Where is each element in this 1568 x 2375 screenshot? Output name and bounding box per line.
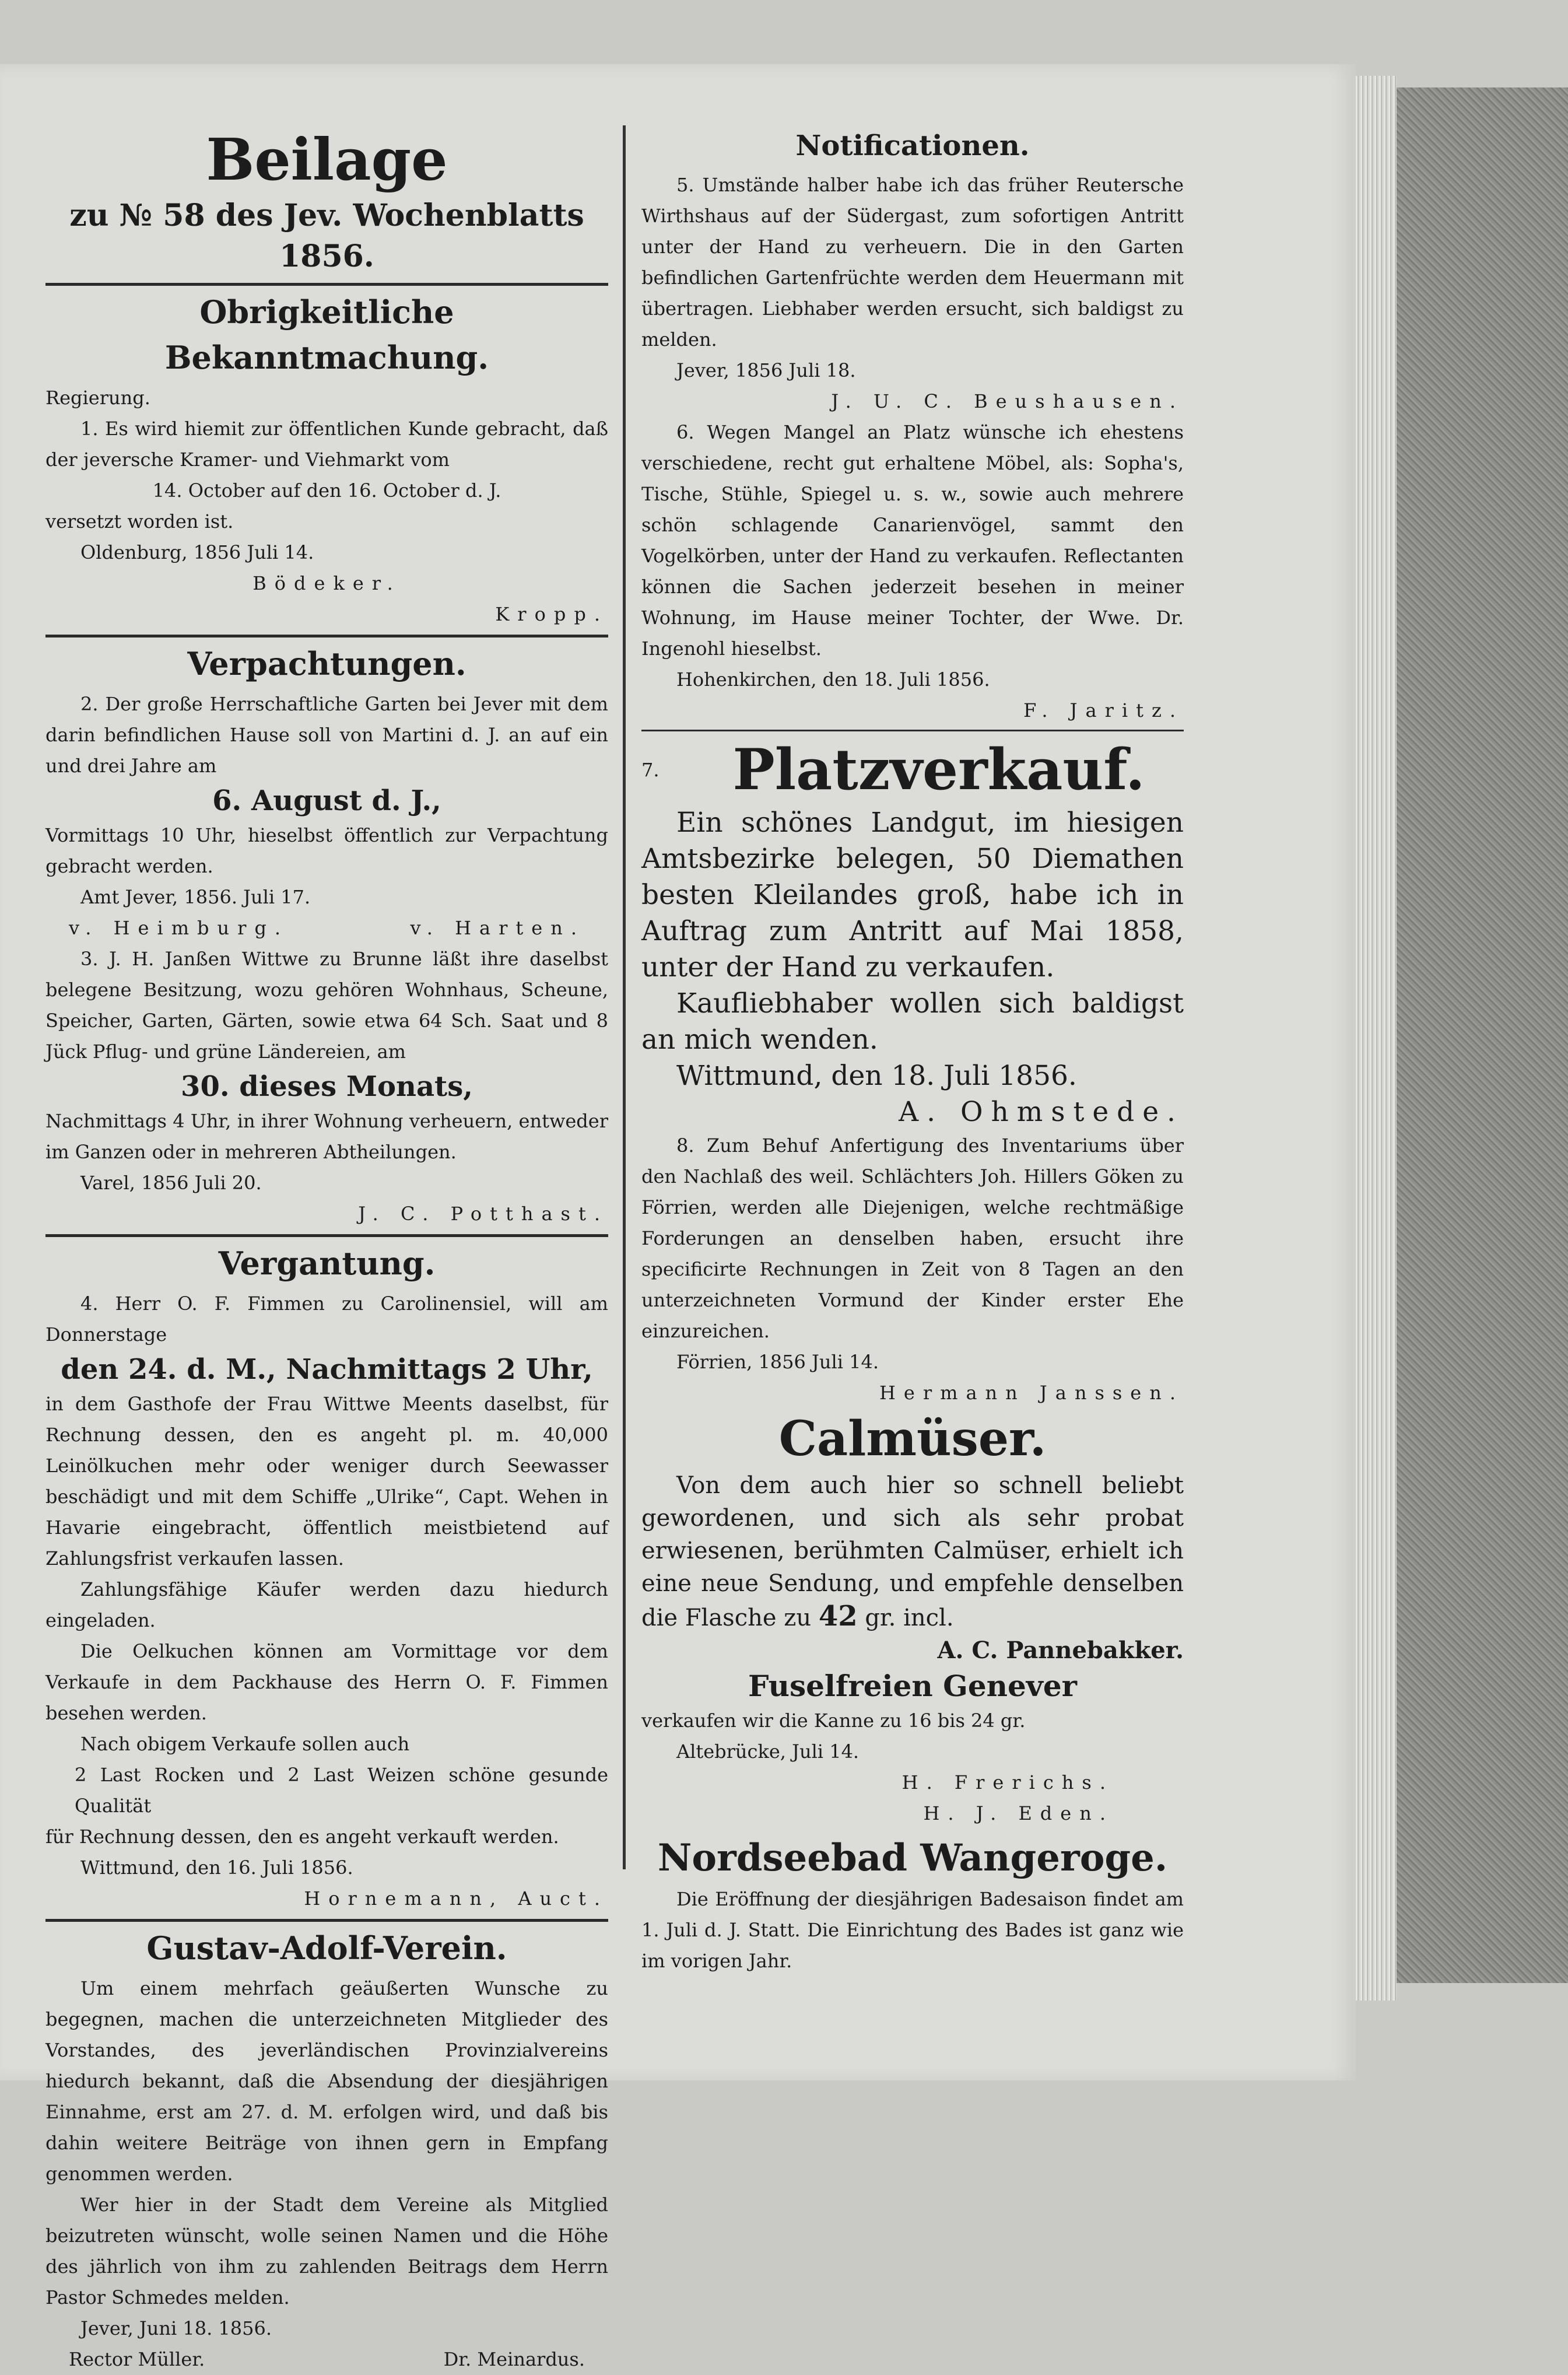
notice-title: Nordseebad Wangeroge. (657, 1836, 1168, 1880)
text: Vormittags 10 Uhr, hieselbst öffentlich zur Verpachtung gebracht werden. (45, 824, 608, 877)
notice-calmuser (641, 1409, 1184, 1667)
text: Nachmittags 4 Uhr, in ihrer Wohnung verheuern, entweder im Ganzen oder in mehreren Abtheilungen. (45, 1110, 608, 1163)
text: Um einem mehrfach geäußerten Wunsche zu begegnen, machen die unterzeichneten Mitglieder des Vorstandes, des jeverländischen Provinzialvereins hiedurch bekannt, daß die Absendung der diesjährigen Einnahme, erst am 27. d. M. erfolgen wird, und daß bis dahin weitere Beiträge von ihnen gern in Empfang genommen werden. (45, 1977, 608, 2185)
divider (641, 730, 1184, 731)
place-date: Altebrücke, Juli 14. (676, 1740, 860, 1763)
section-heading: Vergantung. (218, 1245, 436, 1282)
text: für Rechnung dessen, den es angeht verkauft werden. (45, 1826, 559, 1848)
text: verkaufen wir die Kanne zu 16 bis 24 gr. (641, 1710, 1026, 1732)
text: 4. Herr O. F. Fimmen zu Carolinensiel, will am Donnerstage (45, 1292, 608, 1346)
text: Die Oelkuchen können am Vormittage vor dem Verkaufe in dem Packhause des Herrn O. F. Fimmen besehen werden. (45, 1640, 608, 1724)
notice-title: Calmüser. (778, 1411, 1047, 1467)
text: 3. J. H. Janßen Wittwe zu Brunne läßt ihre daselbst belegene Besitzung, wozu gehören Wohnhaus, Scheune, Speicher, Garten, Gärten, sowie etwa 64 Sch. Saat und 8 Jück Pflug- und grüne Ländereien, am (45, 948, 608, 1063)
signature: Bödeker. (252, 572, 401, 594)
place-date: Oldenburg, 1856 Juli 14. (80, 541, 314, 563)
section-verpachtungen (45, 641, 608, 1229)
place-date: Wittmund, den 16. Juli 1856. (80, 1856, 353, 1879)
notice-6 (641, 417, 1184, 726)
price-unit: gr. incl. (865, 1605, 954, 1631)
text: 5. Umstände halber habe ich das früher Reutersche Wirthshaus auf der Südergast, zum sofortigen Antritt unter der Hand zu verheuern. Die in den Garten befindlichen Gartenfrüchte werden dem Heuermann mit übertragen. Liebhaber werden ersucht, sich baldigst zu melden. (641, 174, 1184, 351)
signature: Hermann Janssen. (879, 1382, 1184, 1404)
text: Von dem auch hier so schnell beliebt gewordenen, und sich als sehr probat erwiesenen, berühmten Calmüser, erhielt ich eine neue Sendung, und empfehle denselben die Flasche zu (641, 1472, 1184, 1631)
place-date: Hohenkirchen, den 18. Juli 1856. (676, 668, 990, 691)
section-heading: Gustav-Adolf-Verein. (146, 1929, 507, 1967)
signature-row (45, 913, 608, 944)
text: versetzt worden ist. (45, 510, 234, 533)
section-vergantung (45, 1241, 608, 1914)
price: 42 (818, 1600, 858, 1633)
text: Regierung. (45, 387, 150, 409)
signature: Dr. Meinardus. (443, 2348, 585, 2370)
signature: Hornemann, Auct. (304, 1887, 608, 1910)
text: 2. Der große Herrschaftliche Garten bei Jever mit dem darin befindlichen Hause soll von Martini d. J. an auf ein und drei Jahre am (45, 693, 608, 777)
notice-8 (641, 1130, 1184, 1409)
section-heading: Verpachtungen. (187, 645, 466, 682)
signature: Kropp. (495, 603, 608, 625)
title-row (641, 735, 1184, 805)
text: 14. October auf den 16. October d. J. (152, 479, 501, 502)
divider (45, 283, 608, 286)
signature: v. Heimburg. (69, 917, 289, 939)
signature: F. Jaritz. (1023, 699, 1184, 721)
text: Die Eröffnung der diesjährigen Badesaison findet am 1. Juli d. J. Statt. Die Einrichtung des Bades ist ganz wie im vorigen Jahr. (641, 1888, 1184, 1972)
divider (45, 1234, 608, 1237)
book-cover (1397, 87, 1568, 1983)
place-date: Jever, 1856 Juli 18. (676, 359, 856, 381)
text: 1. Es wird hiemit zur öffentlichen Kunde gebracht, daß der jeversche Kramer- und Viehmarkt vom (45, 418, 608, 471)
text: Nach obigem Verkaufe sollen auch (80, 1733, 410, 1755)
right-column (641, 125, 1184, 1977)
notice-genever (641, 1667, 1184, 1829)
page-edges (1356, 76, 1397, 2001)
signature: A. C. Pannebakker. (937, 1637, 1184, 1664)
signature: J. C. Potthast. (358, 1203, 608, 1225)
text: 6. Wegen Mangel an Platz wünsche ich ehestens verschiedene, recht gut erhaltene Möbel, als: Sopha's, Tische, Stühle, Spiegel u. s. w., sowie auch mehrere schön schlagende Canarienvögel, sammt den Vogelkörben, unter der Hand zu verkaufen. Reflectanten können die Sachen jederzeit besehen in meiner Wohnung, im Hause meiner Tochter, der Wwe. Dr. Ingenohl hieselbst. (641, 421, 1184, 660)
text: Zahlungsfähige Käufer werden dazu hiedurch eingeladen. (45, 1578, 608, 1631)
notice-5 (641, 170, 1184, 417)
signature: v. Harten. (410, 917, 585, 939)
masthead-subtitle: zu № 58 des Jev. Wochenblatts 1856. (69, 198, 584, 274)
signature: Rector Müller. (69, 2348, 205, 2370)
signature: A. Ohmstede. (899, 1096, 1184, 1128)
signature-row (45, 2344, 608, 2375)
date-highlight: 30. dieses Monats, (181, 1070, 473, 1103)
date-highlight: den 24. d. M., Nachmittags 2 Uhr, (61, 1353, 593, 1386)
place-date: Jever, Juni 18. 1856. (80, 2317, 272, 2339)
text: Ein schönes Landgut, im hiesigen Amtsbezirke belegen, 50 Diemathen besten Kleilandes groß, habe ich in Auftrag zum Antritt auf Mai 1858, unter der Hand zu verkaufen. (641, 807, 1184, 983)
notice-title: Fuselfreien Genever (748, 1669, 1078, 1703)
place-date: Varel, 1856 Juli 20. (80, 1172, 262, 1194)
section-gustav-adolf (45, 1925, 608, 2375)
text: Wer hier in der Stadt dem Vereine als Mitglied beizutreten wünscht, wolle seinen Namen und die Höhe des jährlich von ihm zu zahlenden Beitrags dem Herrn Pastor Schmedes melden. (45, 2194, 608, 2309)
masthead-title: Beilage (206, 127, 448, 194)
date-highlight: 6. August d. J., (212, 784, 441, 817)
text: 2 Last Rocken und 2 Last Weizen schöne gesunde Qualität (75, 1764, 608, 1817)
signature: J. U. C. Beushausen. (831, 390, 1184, 412)
notice-7-platzverkauf (641, 735, 1184, 1130)
divider (45, 635, 608, 637)
signature: H. J. Eden. (923, 1802, 1114, 1824)
place-date: Wittmund, den 18. Juli 1856. (676, 1060, 1077, 1092)
notice-wangeroge (641, 1833, 1184, 1977)
section-obrigkeitlich (45, 289, 608, 630)
divider (45, 1919, 608, 1922)
place-date: Amt Jever, 1856. Juli 17. (80, 886, 311, 908)
item-number: 7. (641, 758, 660, 781)
text: Kaufliebhaber wollen sich baldigst an mich wenden. (641, 987, 1184, 1056)
signature: H. Frerichs. (901, 1771, 1114, 1793)
column-divider (623, 125, 626, 1869)
left-column (45, 125, 608, 2375)
text: in dem Gasthofe der Frau Wittwe Meents daselbst, für Rechnung dessen, den es angeht pl. m. 40,000 Leinölkuchen mehr oder weniger durch Seewasser beschädigt und mit dem Schiffe „Ulrike“, Capt. Wehen in Havarie eingebracht, öffentlich meistbietend auf Zahlungsfrist verkaufen lassen. (45, 1393, 608, 1570)
text (641, 1469, 1184, 1634)
section-heading: Obrigkeitliche Bekanntmachung. (164, 293, 489, 376)
text: 8. Zum Behuf Anfertigung des Inventariums über den Nachlaß des weil. Schlächters Joh. Hillers Göken zu Förrien, werden alle Diejenigen, welche rechtmäßige Forderungen an denselben haben, ersucht ihre specificirte Rechnungen in Zeit von 8 Tagen an den unterzeichneten Vormund der Kinder erster Ehe einzureichen. (641, 1134, 1184, 1342)
notice-title: Platzverkauf. (732, 737, 1145, 803)
section-heading: Notificationen. (795, 129, 1030, 162)
place-date: Förrien, 1856 Juli 14. (676, 1351, 879, 1373)
